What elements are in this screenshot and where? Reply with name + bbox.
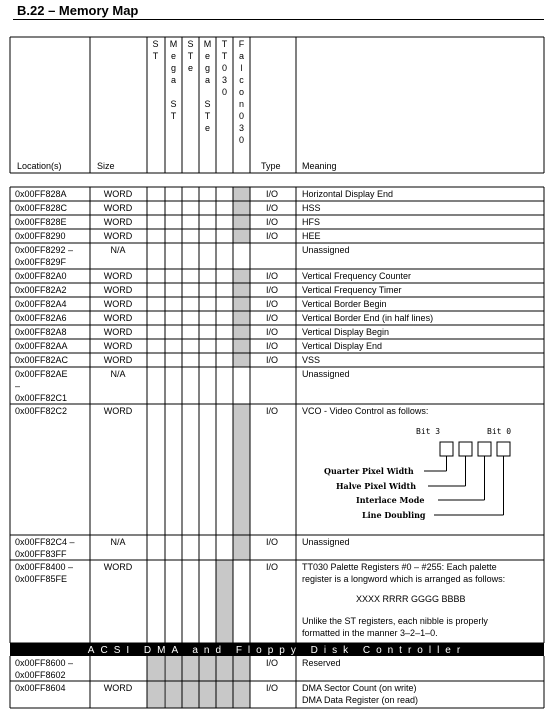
cell-location: 0x00FF82A6 (15, 313, 67, 323)
cell-type: I/O (265, 285, 279, 295)
support-cell-shaded (233, 229, 250, 243)
support-cell-shaded (199, 656, 216, 681)
support-cell-shaded (233, 311, 250, 325)
support-cell-shaded (182, 681, 199, 708)
cell-location: 0x00FF8290 (15, 231, 66, 241)
cell-type: I/O (265, 562, 279, 572)
cell-location: 0x00FF828C (15, 203, 68, 213)
header-machine-tt030-letter: 0 (221, 87, 228, 97)
cell-type: I/O (265, 271, 279, 281)
vco-bit-box (440, 442, 453, 456)
cell-size: WORD (103, 341, 133, 351)
cell-location: – (15, 381, 21, 391)
support-cell-shaded (216, 656, 233, 681)
cell-meaning: VSS (302, 355, 321, 365)
cell-type: I/O (265, 327, 279, 337)
header-machine-mega-st-letter: M (169, 39, 178, 49)
cell-location: 0x00FF83FF (15, 549, 67, 559)
vco-bit-low-label: Bit 0 (487, 427, 512, 436)
cell-meaning: Vertical Border End (in half lines) (302, 313, 434, 323)
header-machine-mega-ste-letter: g (204, 63, 211, 73)
section-band-title: ACSI DMA and Floppy Disk Controller (87, 645, 467, 656)
cell-type: I/O (265, 231, 279, 241)
header-machine-tt030-letter: 0 (221, 63, 228, 73)
cell-location: 0x00FF82AE (15, 369, 68, 379)
support-cell-shaded (182, 656, 199, 681)
header-machine-st-letter: S (152, 39, 159, 49)
vco-field-label: Line Doubling (362, 510, 426, 520)
cell-type: I/O (265, 658, 279, 668)
vco-bit-high-label: Bit 3 (416, 427, 441, 436)
header-machine-mega-st-letter: g (170, 63, 177, 73)
header-machine-falcon030-letter: 0 (238, 135, 245, 145)
cell-meaning: Vertical Frequency Timer (302, 285, 402, 295)
vco-field-label: Quarter Pixel Width (324, 466, 414, 476)
vco-bit-box (478, 442, 491, 456)
header-machine-falcon030-letter: F (238, 39, 245, 49)
header-machine-falcon030-letter: o (238, 87, 245, 97)
vco-bit-box (459, 442, 472, 456)
cell-location: 0x00FF828E (15, 217, 67, 227)
header-machine-mega-st-letter: S (170, 99, 177, 109)
palette-format: XXXX RRRR GGGG BBBB (356, 594, 466, 604)
cell-size: N/A (110, 369, 126, 379)
cell-size: WORD (103, 203, 133, 213)
header-machine-mega-st-letter: a (170, 75, 177, 85)
cell-meaning: DMA Sector Count (on write) (302, 683, 417, 693)
header-machine-ste-letter: e (187, 63, 194, 73)
palette-note: Unlike the ST registers, each nibble is properly (302, 616, 488, 626)
support-cell-shaded (233, 325, 250, 339)
support-cell-shaded (199, 681, 216, 708)
cell-location: 0x00FF8600 – (15, 658, 74, 668)
header-machine-mega-ste-letter: T (204, 111, 211, 121)
header-machine-mega-ste-letter: a (204, 75, 211, 85)
cell-location: 0x00FF82AA (15, 341, 68, 351)
header-machine-st-letter: T (152, 51, 159, 61)
header-meaning: Meaning (302, 161, 337, 171)
cell-size: N/A (110, 245, 126, 255)
support-cell-shaded (233, 283, 250, 297)
header-machine-mega-ste-letter: e (204, 51, 211, 61)
cell-location: 0x00FF82C2 (15, 406, 68, 416)
header-machine-falcon030-letter: 0 (238, 111, 245, 121)
page-title: B.22 – Memory Map (17, 3, 139, 18)
cell-size: N/A (110, 537, 126, 547)
support-cell-shaded (165, 681, 182, 708)
header-machine-mega-ste-letter: M (203, 39, 212, 49)
cell-size: WORD (103, 271, 133, 281)
cell-location: 0x00FF82A4 (15, 299, 67, 309)
cell-location: 0x00FF82C4 – (15, 537, 75, 547)
cell-meaning: Unassigned (302, 369, 350, 379)
cell-type: I/O (265, 313, 279, 323)
support-cell-shaded (233, 269, 250, 283)
cell-location: 0x00FF8604 (15, 683, 66, 693)
cell-size: WORD (103, 683, 133, 693)
header-machine-falcon030-letter: a (238, 51, 245, 61)
cell-location: 0x00FF8292 – (15, 245, 74, 255)
header-machine-tt030-letter: 3 (221, 75, 228, 85)
cell-location: 0x00FF829F (15, 257, 67, 267)
cell-meaning: HEE (302, 231, 321, 241)
header-type: Type (261, 161, 281, 171)
cell-size: WORD (103, 299, 133, 309)
support-cell-shaded (233, 656, 250, 681)
cell-meaning: Vertical Display End (302, 341, 383, 351)
header-machine-falcon030-letter: n (238, 99, 245, 109)
header-machine-ste-letter: T (187, 51, 194, 61)
cell-meaning: Unassigned (302, 245, 350, 255)
cell-location: 0x00FF828A (15, 189, 67, 199)
cell-meaning: Reserved (302, 658, 341, 668)
cell-meaning: VCO - Video Control as follows: (302, 406, 429, 416)
cell-size: WORD (103, 327, 133, 337)
cell-meaning: HSS (302, 203, 321, 213)
header-machine-mega-st-letter: e (170, 51, 177, 61)
cell-location: 0x00FF8400 – (15, 562, 74, 572)
header-machine-falcon030-letter: l (240, 63, 243, 73)
cell-type: I/O (265, 299, 279, 309)
palette-note: formatted in the manner 3–2–1–0. (302, 628, 438, 638)
cell-type: I/O (265, 189, 279, 199)
cell-size: WORD (103, 406, 133, 416)
cell-size: WORD (103, 562, 133, 572)
support-cell-shaded (233, 201, 250, 215)
support-cell-shaded (147, 656, 164, 681)
cell-type: I/O (265, 355, 279, 365)
support-cell-shaded (233, 535, 250, 560)
cell-size: WORD (103, 189, 133, 199)
support-cell-shaded (233, 215, 250, 229)
cell-meaning: Vertical Frequency Counter (302, 271, 412, 281)
cell-type: I/O (265, 217, 279, 227)
cell-location: 0x00FF82A8 (15, 327, 67, 337)
cell-meaning: HFS (302, 217, 320, 227)
cell-size: WORD (103, 217, 133, 227)
cell-meaning: Vertical Display Begin (302, 327, 390, 337)
header-machine-falcon030-letter: c (239, 75, 244, 85)
vco-field-label: Halve Pixel Width (336, 481, 417, 491)
header-machine-ste-letter: S (187, 39, 194, 49)
header-machine-mega-st-letter: T (170, 111, 177, 121)
cell-location: 0x00FF85FE (15, 574, 68, 584)
cell-meaning: register is a longword which is arranged as follows: (302, 574, 506, 584)
cell-size: WORD (103, 355, 133, 365)
support-cell-shaded (216, 681, 233, 708)
cell-meaning: DMA Data Register (on read) (302, 695, 419, 705)
support-cell-shaded (233, 187, 250, 201)
cell-location: 0x00FF82AC (15, 355, 69, 365)
header-machine-tt030-letter: T (221, 39, 228, 49)
cell-meaning: Vertical Border Begin (302, 299, 387, 309)
cell-location: 0x00FF82C1 (15, 393, 68, 403)
support-cell-shaded (233, 353, 250, 367)
cell-meaning: Horizontal Display End (302, 189, 394, 199)
support-cell-shaded (147, 681, 164, 708)
cell-type: I/O (265, 341, 279, 351)
cell-size: WORD (103, 231, 133, 241)
header-machine-falcon030-letter: 3 (238, 123, 245, 133)
vco-bit-box (497, 442, 510, 456)
header-location: Location(s) (17, 161, 62, 171)
cell-size: WORD (103, 285, 133, 295)
cell-type: I/O (265, 683, 279, 693)
header-machine-mega-ste-letter: S (204, 99, 211, 109)
support-cell-shaded (165, 656, 182, 681)
header-size: Size (97, 161, 115, 171)
support-cell-shaded (216, 560, 233, 643)
cell-type: I/O (265, 203, 279, 213)
cell-type: I/O (265, 406, 279, 416)
cell-location: 0x00FF82A0 (15, 271, 67, 281)
support-cell-shaded (233, 404, 250, 535)
cell-location: 0x00FF8602 (15, 670, 66, 680)
header-machine-tt030-letter: T (221, 51, 228, 61)
cell-location: 0x00FF82A2 (15, 285, 67, 295)
vco-field-label: Interlace Mode (356, 495, 425, 505)
cell-size: WORD (103, 313, 133, 323)
support-cell-shaded (233, 339, 250, 353)
support-cell-shaded (233, 681, 250, 708)
cell-type: I/O (265, 537, 279, 547)
support-cell-shaded (233, 297, 250, 311)
cell-meaning: TT030 Palette Registers #0 – #255: Each palette (302, 562, 497, 572)
header-machine-mega-ste-letter: e (204, 123, 211, 133)
cell-meaning: Unassigned (302, 537, 350, 547)
